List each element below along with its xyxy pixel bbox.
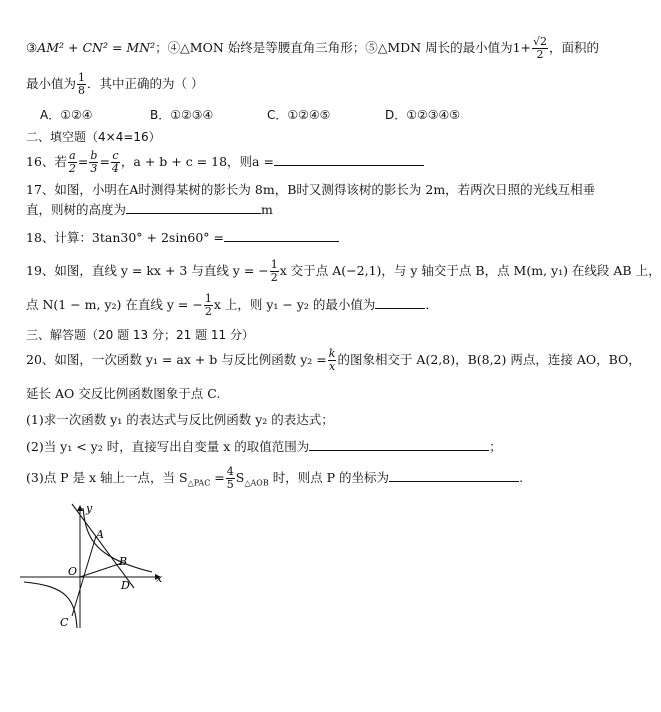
frac-den: 8 [78, 84, 86, 97]
label-o: O [68, 565, 78, 578]
answer-blank-q20-3[interactable] [389, 469, 519, 482]
q17-unit: m [261, 202, 273, 217]
frac-num: b [90, 149, 98, 162]
label-b: B [119, 555, 128, 568]
subscript-aob: △AOB [244, 478, 269, 488]
label-d: D [121, 579, 130, 592]
q17-text: 直，则树的高度为 [26, 202, 127, 217]
option-c[interactable]: C．①②④⑤ [267, 108, 331, 122]
answer-blank-q16[interactable] [274, 153, 424, 166]
q19-text-b: x 交于点 A(−2,1)，与 y 轴交于点 B，点 M(m, y₁) 在线段 AB 上， [279, 263, 661, 278]
frac-num: a [69, 149, 76, 162]
q20-part2-text: (2)当 y₁ < y₂ 时，直接写出自变量 x 的取值范围为 [26, 439, 310, 454]
q16-condition: ，a + b + c = 18，则a = [120, 154, 274, 169]
frac-num: 1 [204, 292, 212, 305]
line-y1 [72, 504, 134, 588]
section-answer-heading: 三、解答题（20 题 13 分；21 题 11 分） [26, 328, 254, 342]
q19-text-d: x 上，则 y₁ − y₂ 的最小值为 [213, 297, 376, 312]
q20-part3-text-a: (3)点 P 是 x 轴上一点，当 S [26, 470, 188, 485]
hyperbola-branch-lower [24, 582, 77, 628]
label-a: A [96, 528, 104, 541]
frac-den: x [328, 360, 336, 373]
q19-line2 [26, 293, 438, 318]
q18 [26, 228, 339, 246]
equals: = [99, 154, 110, 169]
min-area-fraction [77, 72, 86, 97]
q15-text-end: ，面积的 [549, 40, 600, 55]
q20-part3-end: . [519, 470, 524, 485]
q20-part2 [26, 437, 502, 455]
item-3-marker: ③ [26, 40, 38, 55]
q20-part3-text-b: 时，则点 P 的坐标为 [268, 470, 390, 485]
q15-text: ；④△MON 始终是等腰直角三角形；⑤△MDN 周长的最小值为 [155, 40, 513, 55]
frac-num: 1 [78, 71, 86, 84]
frac-num: √2 [533, 35, 548, 48]
answer-blank-q20-2[interactable] [309, 438, 489, 451]
label-x: x [156, 572, 163, 585]
frac-k-x [328, 348, 337, 373]
q19-text-c: 点 N(1 − m, y₂) 在直线 y = − [26, 297, 203, 312]
q19-text-a: 19、如图，直线 y = kx + 3 与直线 y = − [26, 263, 269, 278]
q18-text: 18、计算：3tan30° + 2sin60° = [26, 230, 224, 245]
subscript-pac: △PAC [187, 478, 211, 488]
hyperbola-branch-upper [83, 508, 152, 572]
label-c: C [60, 616, 69, 629]
q20-text-a: 20、如图，一次函数 y₁ = ax + b 与反比例函数 y₂ = [26, 352, 327, 367]
frac-den: 4 [111, 162, 119, 175]
answer-blank-q19[interactable] [375, 296, 425, 309]
q15-min-area-label: 最小值为 [26, 76, 77, 91]
frac-den: 3 [90, 162, 98, 175]
q20-line1 [26, 348, 641, 373]
frac-den: 2 [536, 48, 544, 61]
q17-line2 [26, 200, 273, 218]
frac-1-2 [270, 259, 279, 284]
q17-line1: 17、如图，小明在A时测得某树的影长为 8m，B时又测得该树的影长为 2m，若两次日照的光线互相垂 [26, 182, 596, 197]
q20-part1: (1)求一次函数 y₁ 的表达式与反比例函数 y₂ 的表达式； [26, 412, 334, 427]
frac-num: 4 [226, 465, 234, 478]
frac-4-5 [226, 466, 235, 491]
q20-part3 [26, 466, 523, 491]
frac-den: 2 [204, 305, 212, 318]
section-fill-in-heading: 二、填空题（4×4=16） [26, 130, 161, 144]
frac-1-2 [204, 293, 213, 318]
q20-part2-end: ； [489, 439, 502, 454]
frac-c-4 [111, 150, 120, 175]
q15-line2 [26, 72, 204, 97]
option-a[interactable]: A．①②④ [40, 108, 93, 122]
frac-num: 1 [270, 258, 278, 271]
equals: = [77, 154, 89, 169]
q16-prefix: 16、若 [26, 154, 67, 169]
frac-den: 2 [68, 162, 76, 175]
q19-line1 [26, 259, 661, 284]
frac-b-3 [89, 150, 98, 175]
answer-blank-q17[interactable] [126, 201, 261, 214]
option-b[interactable]: B．①②③④ [150, 108, 214, 122]
q20-text-b: 的图象相交于 A(2,8)，B(8,2) 两点，连接 AO，BO， [337, 352, 641, 367]
option-d[interactable]: D．①②③④⑤ [385, 108, 461, 122]
q20-line2: 延长 AO 交反比例函数图象于点 C. [26, 386, 221, 401]
min-perimeter-fraction [532, 36, 548, 61]
q16 [26, 150, 424, 175]
frac-num: c [112, 149, 119, 162]
s-symbol: S [235, 470, 245, 485]
answer-blank-q18[interactable] [224, 229, 339, 242]
label-y: y [86, 502, 93, 515]
q19-period: ． [425, 297, 438, 312]
frac-num: k [328, 347, 336, 360]
frac-den: 5 [226, 478, 234, 491]
q15-line1 [26, 36, 599, 61]
equals: = [210, 470, 225, 485]
formula-am-cn-mn: AM² + CN² = MN² [37, 40, 156, 55]
min-perimeter-int: 1+ [512, 40, 532, 55]
function-graph-figure [20, 500, 170, 630]
frac-den: 2 [270, 271, 278, 284]
frac-a-2 [68, 150, 77, 175]
q15-question-end: ．其中正确的为（ ） [87, 76, 204, 91]
